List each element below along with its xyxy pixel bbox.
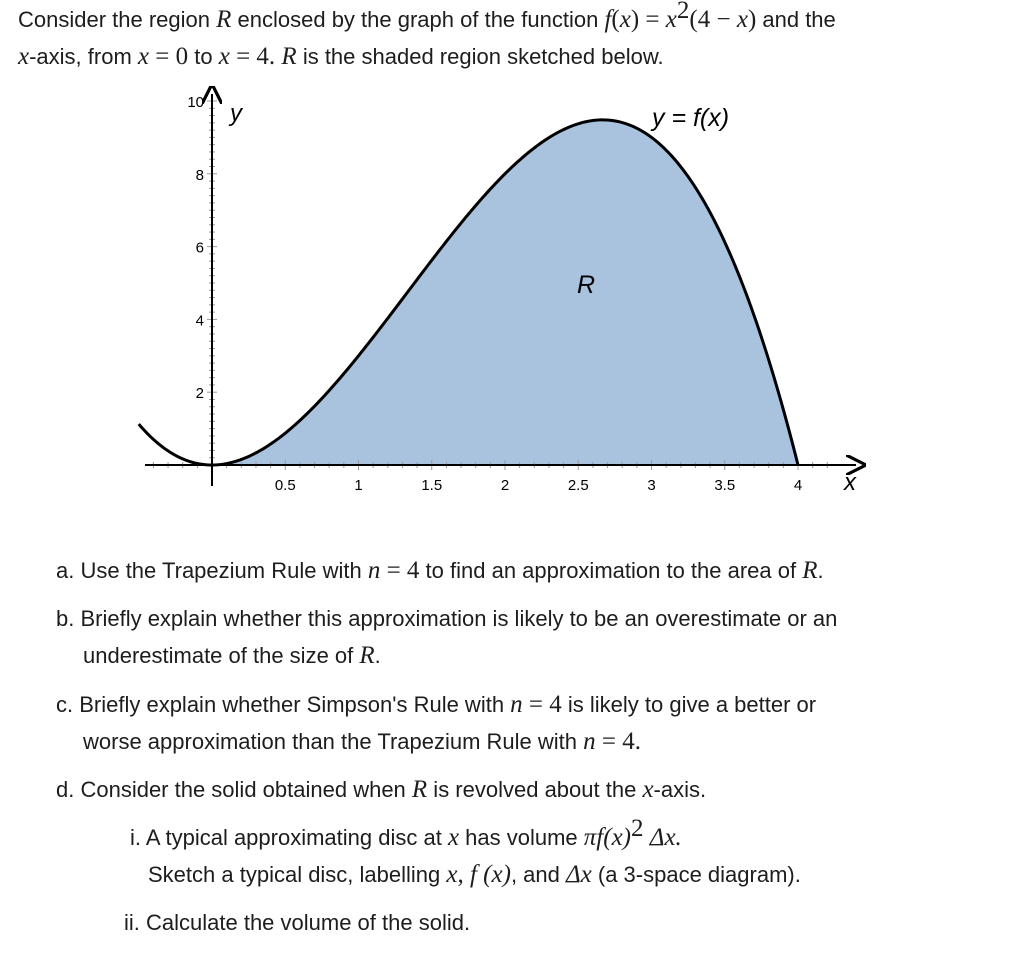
x-tick-label: 3 xyxy=(647,477,656,494)
question-d-i-line-1 xyxy=(130,815,682,853)
math-equation: = 4 xyxy=(522,691,562,718)
math-equation: = 4. xyxy=(595,728,641,755)
math-x: x xyxy=(619,6,631,33)
math-equals: = xyxy=(639,6,666,33)
y-tick-labels xyxy=(187,94,204,402)
intro-text: enclosed by the graph of the function xyxy=(231,7,605,32)
function-graph xyxy=(130,86,870,506)
y-tick-label: 4 xyxy=(195,312,204,330)
question-text: is likely to give a better or xyxy=(561,692,817,717)
math-paren: ) xyxy=(630,6,640,33)
math-equation: = 4 xyxy=(380,557,420,584)
math-equation: = 4. xyxy=(229,43,276,70)
intro-text: is the shaded region sketched below. xyxy=(296,44,664,69)
question-text: Sketch a typical disc, labelling xyxy=(148,862,447,887)
question-text: i. A typical approximating disc at xyxy=(130,825,448,850)
x-axis-label: x xyxy=(844,469,856,496)
math-x: x xyxy=(665,6,677,33)
question-d-i-line-2 xyxy=(148,860,801,890)
math-f: f xyxy=(604,6,612,33)
y-tick-label: 8 xyxy=(195,166,204,184)
math-x: x xyxy=(18,43,30,70)
intro-text: Consider the region xyxy=(18,7,217,32)
question-c-line-2 xyxy=(83,727,641,757)
math-factor: (4 − xyxy=(689,6,737,33)
math-n: n xyxy=(367,557,381,584)
question-c-line-1 xyxy=(56,690,816,720)
question-text: d. Consider the solid obtained when xyxy=(56,777,412,802)
region-label: R xyxy=(577,271,596,299)
math-comma: , xyxy=(457,861,470,888)
math-fx: f (x) xyxy=(469,861,511,888)
question-a xyxy=(56,556,824,586)
question-b-line-2 xyxy=(83,641,381,671)
math-delta-x: Δx. xyxy=(643,824,682,851)
math-exponent: 2 xyxy=(676,0,690,24)
shaded-region xyxy=(212,120,798,465)
math-fx: (x) xyxy=(603,824,632,851)
intro-text: -axis, from xyxy=(29,44,138,69)
math-n: n xyxy=(510,691,523,718)
question-text: (a 3-space diagram). xyxy=(591,862,801,887)
math-x: x xyxy=(447,824,460,851)
math-x: x xyxy=(642,776,654,803)
question-d xyxy=(56,775,706,805)
question-text: -axis. xyxy=(653,777,707,802)
question-text: . xyxy=(374,643,381,668)
math-x: x xyxy=(736,6,748,33)
y-tick-label: 10 xyxy=(187,94,204,111)
math-delta-x: Δx xyxy=(565,861,592,888)
math-R: R xyxy=(275,43,297,70)
question-b-line-1: b. Briefly explain whether this approximation is likely to be an overestimate or an xyxy=(56,606,838,631)
math-R: R xyxy=(802,557,818,584)
x-tick-label: 1.5 xyxy=(421,477,443,494)
math-x: x xyxy=(137,43,150,70)
math-paren: ( xyxy=(611,6,620,33)
question-text: . xyxy=(817,558,824,583)
x-tick-label: 0.5 xyxy=(274,477,296,494)
math-x: x xyxy=(446,861,458,888)
math-n: n xyxy=(583,728,596,755)
question-text: is revolved about the xyxy=(427,777,643,802)
y-tick-label: 6 xyxy=(195,239,204,257)
math-exponent: 2 xyxy=(631,815,644,842)
math-R: R xyxy=(359,642,375,669)
question-text: c. Briefly explain whether Simpson's Rule with xyxy=(56,692,511,717)
intro-line-2 xyxy=(18,42,664,72)
question-text: worse approximation than the Trapezium Rule with xyxy=(83,729,584,754)
x-tick-label: 4 xyxy=(793,477,803,494)
question-d-ii: ii. Calculate the volume of the solid. xyxy=(124,910,471,935)
y-axis-label: y xyxy=(230,100,242,127)
math-paren: ) xyxy=(747,6,757,33)
curve-label: y = f(x) xyxy=(652,104,730,132)
math-equation: = 0 xyxy=(149,43,189,70)
math-x: x xyxy=(218,43,230,70)
math-R: R xyxy=(411,776,428,803)
x-tick-label: 2.5 xyxy=(567,477,589,494)
intro-line-1 xyxy=(18,0,836,35)
question-text: a. Use the Trapezium Rule with xyxy=(56,558,368,583)
question-text: , and xyxy=(510,862,566,887)
question-text: has volume xyxy=(459,825,584,850)
intro-text: and the xyxy=(756,7,836,32)
question-text: to find an approximation to the area of xyxy=(419,558,803,583)
intro-text: to xyxy=(188,44,219,69)
x-tick-labels xyxy=(275,477,802,494)
math-R: R xyxy=(216,6,232,33)
math-pi-f: πf xyxy=(583,824,604,851)
question-text: underestimate of the size of xyxy=(83,643,360,668)
x-tick-label: 1 xyxy=(354,477,363,494)
x-tick-label: 3.5 xyxy=(714,477,736,494)
x-tick-label: 2 xyxy=(500,477,510,494)
y-tick-label: 2 xyxy=(195,385,204,403)
